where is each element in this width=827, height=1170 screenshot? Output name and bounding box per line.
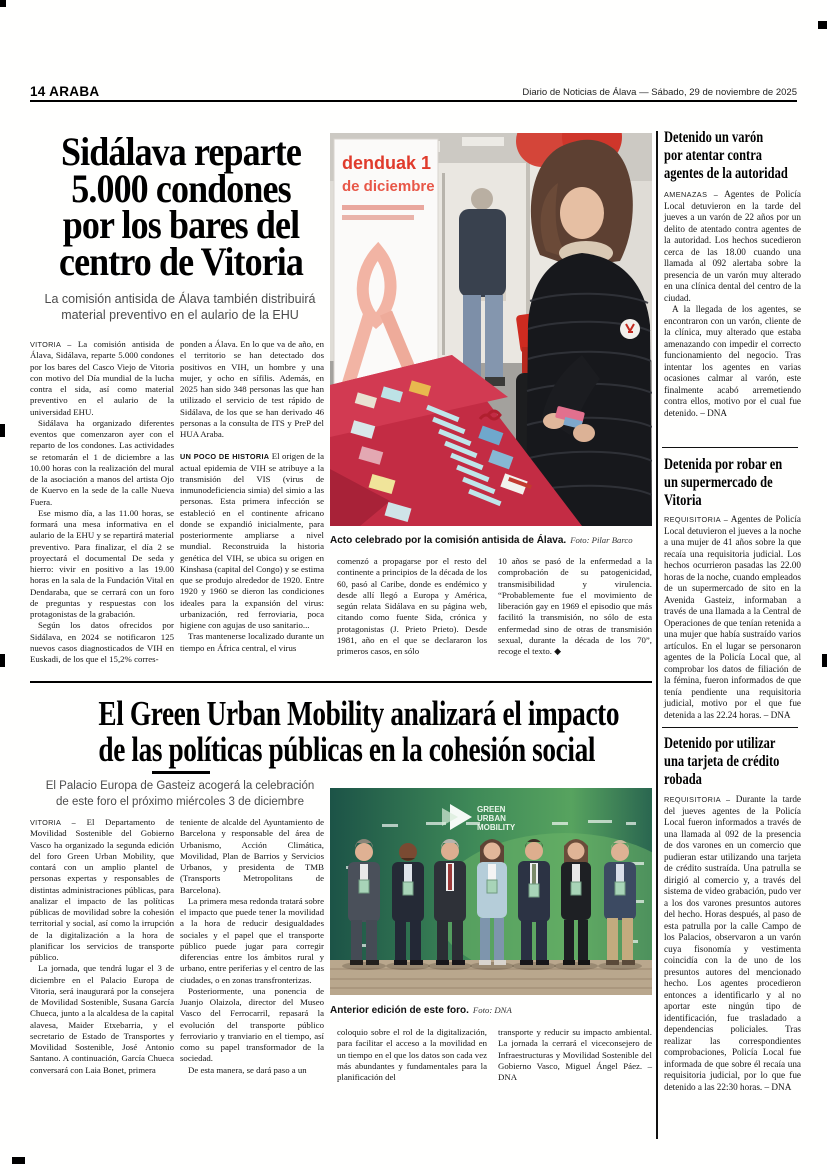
body-paragraph: Según los datos ofrecidos por Sidálava, en 2024 se notificaron 125 nuevos casos diagnosticados de VIH en Euskadi, de los que el 15,2% corres- <box>30 620 174 664</box>
crop-mark <box>0 654 5 667</box>
brief-divider-rule <box>662 447 798 448</box>
body-paragraph: VITORIA – El Departamento de Movilidad Sostenible del Gobierno Vasco ha organizado la segunda edición del foro Green Urban Mobility, que contará con un amplio plantel de personas expertas y responsables de distintas administraciones públicas, para analizar el impacto de las políticas públicas de movilidad sobre la cohesión territorial y social, así como la irrupción de la digitalización a la hora de planificar los servicios de transporte público. <box>30 817 174 962</box>
brief1-title: Detenido un varón por atentar contra agentes de la autoridad <box>664 129 788 182</box>
brief3-title: Detenido por utilizar una tarjeta de crédito robada <box>664 735 780 788</box>
crop-mark <box>12 1157 25 1164</box>
headline-line: de las políticas públicas en la cohesión social <box>98 730 596 769</box>
dateline: VITORIA – <box>30 340 72 349</box>
body-paragraph: teniente de alcalde del Ayuntamiento de Barcelona y responsable del área de Urbanismo, Acción Climática, Movilidad, Plan de Barrios y Servicios Urbanos, y presidenta de TMB (Transports Metropolitans de Barcelona). <box>180 817 324 895</box>
body-paragraph: REQUISITORIA – Durante la tarde del jueves agentes de la Policía Local fueron informados a través de una llamada al 092 de la presencia de dos varones en un comercio que pudieran estar utilizando una tarjeta de crédito sustraída. Una patrulla se dirigió al comercio y, a través del sistema de video grabación, pudo ver a los dos varones presuntos autores del hecho. Horas después, al paso de esta patrulla por la calle Campo de los Palacios, observaron a un varón cuya fisonomía y vestimenta coincidía con la de uno de los presuntos autores del mencionado hecho. Los agentes procedieron entonces a identificarlo y al no aportar este ningún tipo de identificación, fue trasladado a dependencias policiales. Tras realizar las correspondientes comprobaciones, Policía Local fue informada de que sobre él recaía una requisitoria judicial, por lo que fue detenido a las 22:30 horas. – DNA <box>664 794 801 1092</box>
photo1-banner <box>334 139 438 391</box>
section-kicker: UN POCO DE HISTORIA <box>180 452 270 462</box>
article1-subtitle: La comisión antisida de Álava también distribuirá material preventivo en el aulario de la EHU <box>44 292 316 322</box>
body-paragraph: A la llegada de los agentes, se encontraron con un varón, cliente de la clínica, muy alterado que estaba amenazando con impedir el correcto funcionamiento del negocio. Tras intentar los agentes en varias ocasiones calmar al varón, este finalmente acabó arremetiendo contra ellos, motivo por el cual fue detenido. – DNA <box>664 304 801 418</box>
crop-mark <box>0 0 6 7</box>
article1-column-2 <box>180 339 324 654</box>
subtitle-rule <box>152 771 210 774</box>
header-rule <box>30 100 797 102</box>
green-urban-mobility-logo <box>442 804 516 832</box>
brief-kicker: REQUISITORIA – <box>664 795 731 804</box>
body-paragraph: La primera mesa redonda tratará sobre el impacto que puede tener la movilidad a la hora de reducir desigualdades sociales y el papel que el transporte público puede jugar para corregir diferencias entre los ámbitos rural y urbano, entre periferias y el centro de las ciudades, o en zonas transfronterizas. <box>180 895 324 985</box>
body-paragraph: AMENAZAS – Agentes de Policía Local detuvieron en la tarde del jueves a un varón de 22 años por un delito de atentado contra agentes de la autoridad. Los hechos sucedieron cerca de las 18.00 cuando una llamada al 092 alertaba sobre la presencia de un varón muy alterado en una clínica dental del centro de la ciudad. <box>664 189 801 303</box>
banner-text-bottom: de diciembre <box>342 178 435 195</box>
body-paragraph: coloquio sobre el rol de la digitalización, para facilitar el acceso a la movilidad en un tiempo en el que los datos son cada vez más abundantes y fundamentales para la planificación del <box>337 1027 487 1082</box>
body-paragraph: Tras mantenerse localizado durante un tiempo en África central, el virus <box>180 631 324 653</box>
headline-line: 5.000 condones <box>71 165 291 211</box>
brief2-body <box>664 514 801 721</box>
dateline: VITORIA – <box>30 818 76 827</box>
article1-column-4 <box>498 556 652 657</box>
body-paragraph: ponden a Álava. En lo que va de año, en el territorio se han detectado dos positivos en VIH, un hombre y una mujer, y ocho en sífilis. Además, en 2025 han sido 348 personas las que han utilizado el servicio de test rápido de Sidálava, de los que se han derivado 46 personas a la consulta de ITS y PreP del HUA Araba. <box>180 339 324 439</box>
svg-text:MOBILITY: MOBILITY <box>477 823 516 832</box>
section-label: 14 ARABA <box>30 84 100 99</box>
article1-headline <box>32 129 330 284</box>
body-paragraph: transporte y reducir su impacto ambiental. La jornada la cerrará el viceconsejero de Infraestructuras y Movilidad Sostenible del Gobierno Vasco, Miguel Ángel Páez. – DNA <box>498 1027 652 1082</box>
banner-text-top: denduak 1 <box>342 153 432 173</box>
sidebar-divider-rule <box>656 131 658 1139</box>
article-divider-rule <box>30 681 652 683</box>
article2-column-3 <box>337 1027 487 1083</box>
article1-column-1 <box>30 339 174 665</box>
crop-mark <box>818 21 827 29</box>
crop-mark <box>822 654 827 667</box>
article2-column-4 <box>498 1027 652 1083</box>
body-paragraph: Sidálava ha organizado diferentes eventos que comenzaron ayer con el reparto de los condones. Las actividades se retomarán el 1 de diciembre a las 10.00 horas con la realización del mural de la asociación a manos del artista Ojo de Kuervo en la sede de la calle Nueva Fuera. <box>30 417 174 507</box>
body-paragraph: Posteriormente, una ponencia de Juanjo Olaizola, director del Museo Vasco del Ferrocarril, repasará la evolución del transporte público ferroviario y tranviario en el tiempo, así como su papel transformador de la sociedad. <box>180 985 324 1064</box>
headline-line: Sidálava reparte <box>61 129 301 174</box>
body-paragraph: La jornada, que tendrá lugar el 3 de diciembre en el Palacio Europa de Vitoria, será inaugurará por la consejera de Movilidad Sostenible, Susana García Chueca, junto a la alcaldesa de la capital alavesa, Maider Etxebarria, y el secretario de Estado de Transportes y Movilidad Sostenible, José Antonio Santano. A continuación, García Chueca conversará con Laia Bonet, primera <box>30 963 174 1075</box>
brief3-body <box>664 794 801 1093</box>
body-paragraph: comenzó a propagarse por el resto del continente a principios de la década de los 60, pasó al Caribe, donde es endémico y desde allí llegó a Europa y América, según relata Sidálava en su página web, citando como fuente Sida, crónica y protagonistas (J. Prieto Prieto). Desde 1981, año en el que se declararon los primeros casos, en sólo <box>337 556 487 656</box>
brief1-body <box>664 189 801 419</box>
article2-column-1 <box>30 817 174 1076</box>
article1-photo <box>330 133 652 526</box>
article2-photo <box>330 788 652 995</box>
brief-divider-rule <box>662 727 798 728</box>
masthead-dateline: Diario de Noticias de Álava — Sábado, 29 de noviembre de 2025 <box>522 87 797 98</box>
brief-kicker: REQUISITORIA – <box>664 515 729 524</box>
body-paragraph: UN POCO DE HISTORIA El origen de la actual epidemia de VIH se atribuye a la transmisión del VIS (virus de inmunodeficiencia simia) del simio a las personas. Esta primera infección se estableció en el continente africano donde se expandió inicialmente, para posteriormente ampliarse a nivel mundial. Reconstruida la historia genética del VIH, se ubica su origen en Kinshasa (capital del Congo) y se estima que se produjo alrededor de 1920. Entre 1920 y 1960 se dieron las condiciones ideales para la expansión del virus: urbanización, red ferroviaria, poca higiene con agujas de uso sanitario... <box>180 451 325 630</box>
brief2-title: Detenida por robar en un supermercado de Vitoria <box>664 456 783 509</box>
article2-headline <box>30 696 652 768</box>
article1-column-3 <box>337 556 487 657</box>
article2-subtitle: El Palacio Europa de Gasteiz acogerá la celebración de este foro el próximo miércoles 3 de diciembre <box>45 780 315 808</box>
article2-column-2 <box>180 817 324 1076</box>
body-paragraph: REQUISITORIA – Agentes de Policía Local detuvieron el jueves a la noche a una mujer de 41 años sobre la que recaía una requisitoria judicial. Los hechos ocurrieron pasadas las 22.00 horas de la noche, cuando empleados de un supermercado de sito en la Avenida Gasteiz, informaban a través de una llamada a la Central de Operaciones de que tenían retenida a una mujer que había sustraído varios artículos. En el lugar se personaron agentes de la Policía Local que, al comprobar los datos de filiación de la fémina, fueron informados de que tenía pendiente una requisitoria judicial, motivo por el que fue detenida a las 22.24 horas. – DNA <box>664 514 802 720</box>
headline-line: por los bares del <box>62 202 300 247</box>
headline-line: El Green Urban Mobility analizará el impacto <box>98 694 620 733</box>
article2-photo-caption: Anterior edición de este foro. Foto: DNA <box>330 1005 512 1016</box>
headline-line: centro de Vitoria <box>59 238 303 284</box>
body-paragraph: Ese mismo día, a las 11.00 horas, se formará una mesa informativa en el aulario de la EHU y se repartirá material preventivo. Para finalizar, el día 2 se proyectará el documental De seda y hierro: vivir en positivo a las 19.00 horas en la sala de la Fundación Vital en Dendaraba, que se cerrará con un foro de preguntas y respuestas con los protagonistas de la grabación. <box>30 507 174 619</box>
svg-text:GREEN: GREEN <box>477 805 506 814</box>
brief-kicker: AMENAZAS – <box>664 190 719 199</box>
svg-text:URBAN: URBAN <box>477 814 506 823</box>
body-paragraph: 10 años se pasó de la enfermedad a la comprobación de su patogenicidad, transmisibilidad y virulencia. “Probablemente fue el movimiento de liberación gay en 1969 el episodio que más facilitó la transmisión, no sólo de esta enfermedad sino de otras de transmisión sexual, durante la década de los 70”, recoge el texto. ◆ <box>498 556 652 656</box>
crop-mark <box>0 424 5 437</box>
body-paragraph: De esta manera, se dará paso a un <box>188 1064 307 1075</box>
article1-photo-caption: Acto celebrado por la comisión antisida de Álava. Foto: Pilar Barco <box>330 535 633 546</box>
body-paragraph: VITORIA – La comisión antisida de Álava, Sidálava, reparte 5.000 condones por los bares del Casco Viejo de Vitoria con motivo del Día mundial de la lucha contra el sida, así como material preventivo en el aulario de la universidad EHU. <box>30 339 174 417</box>
